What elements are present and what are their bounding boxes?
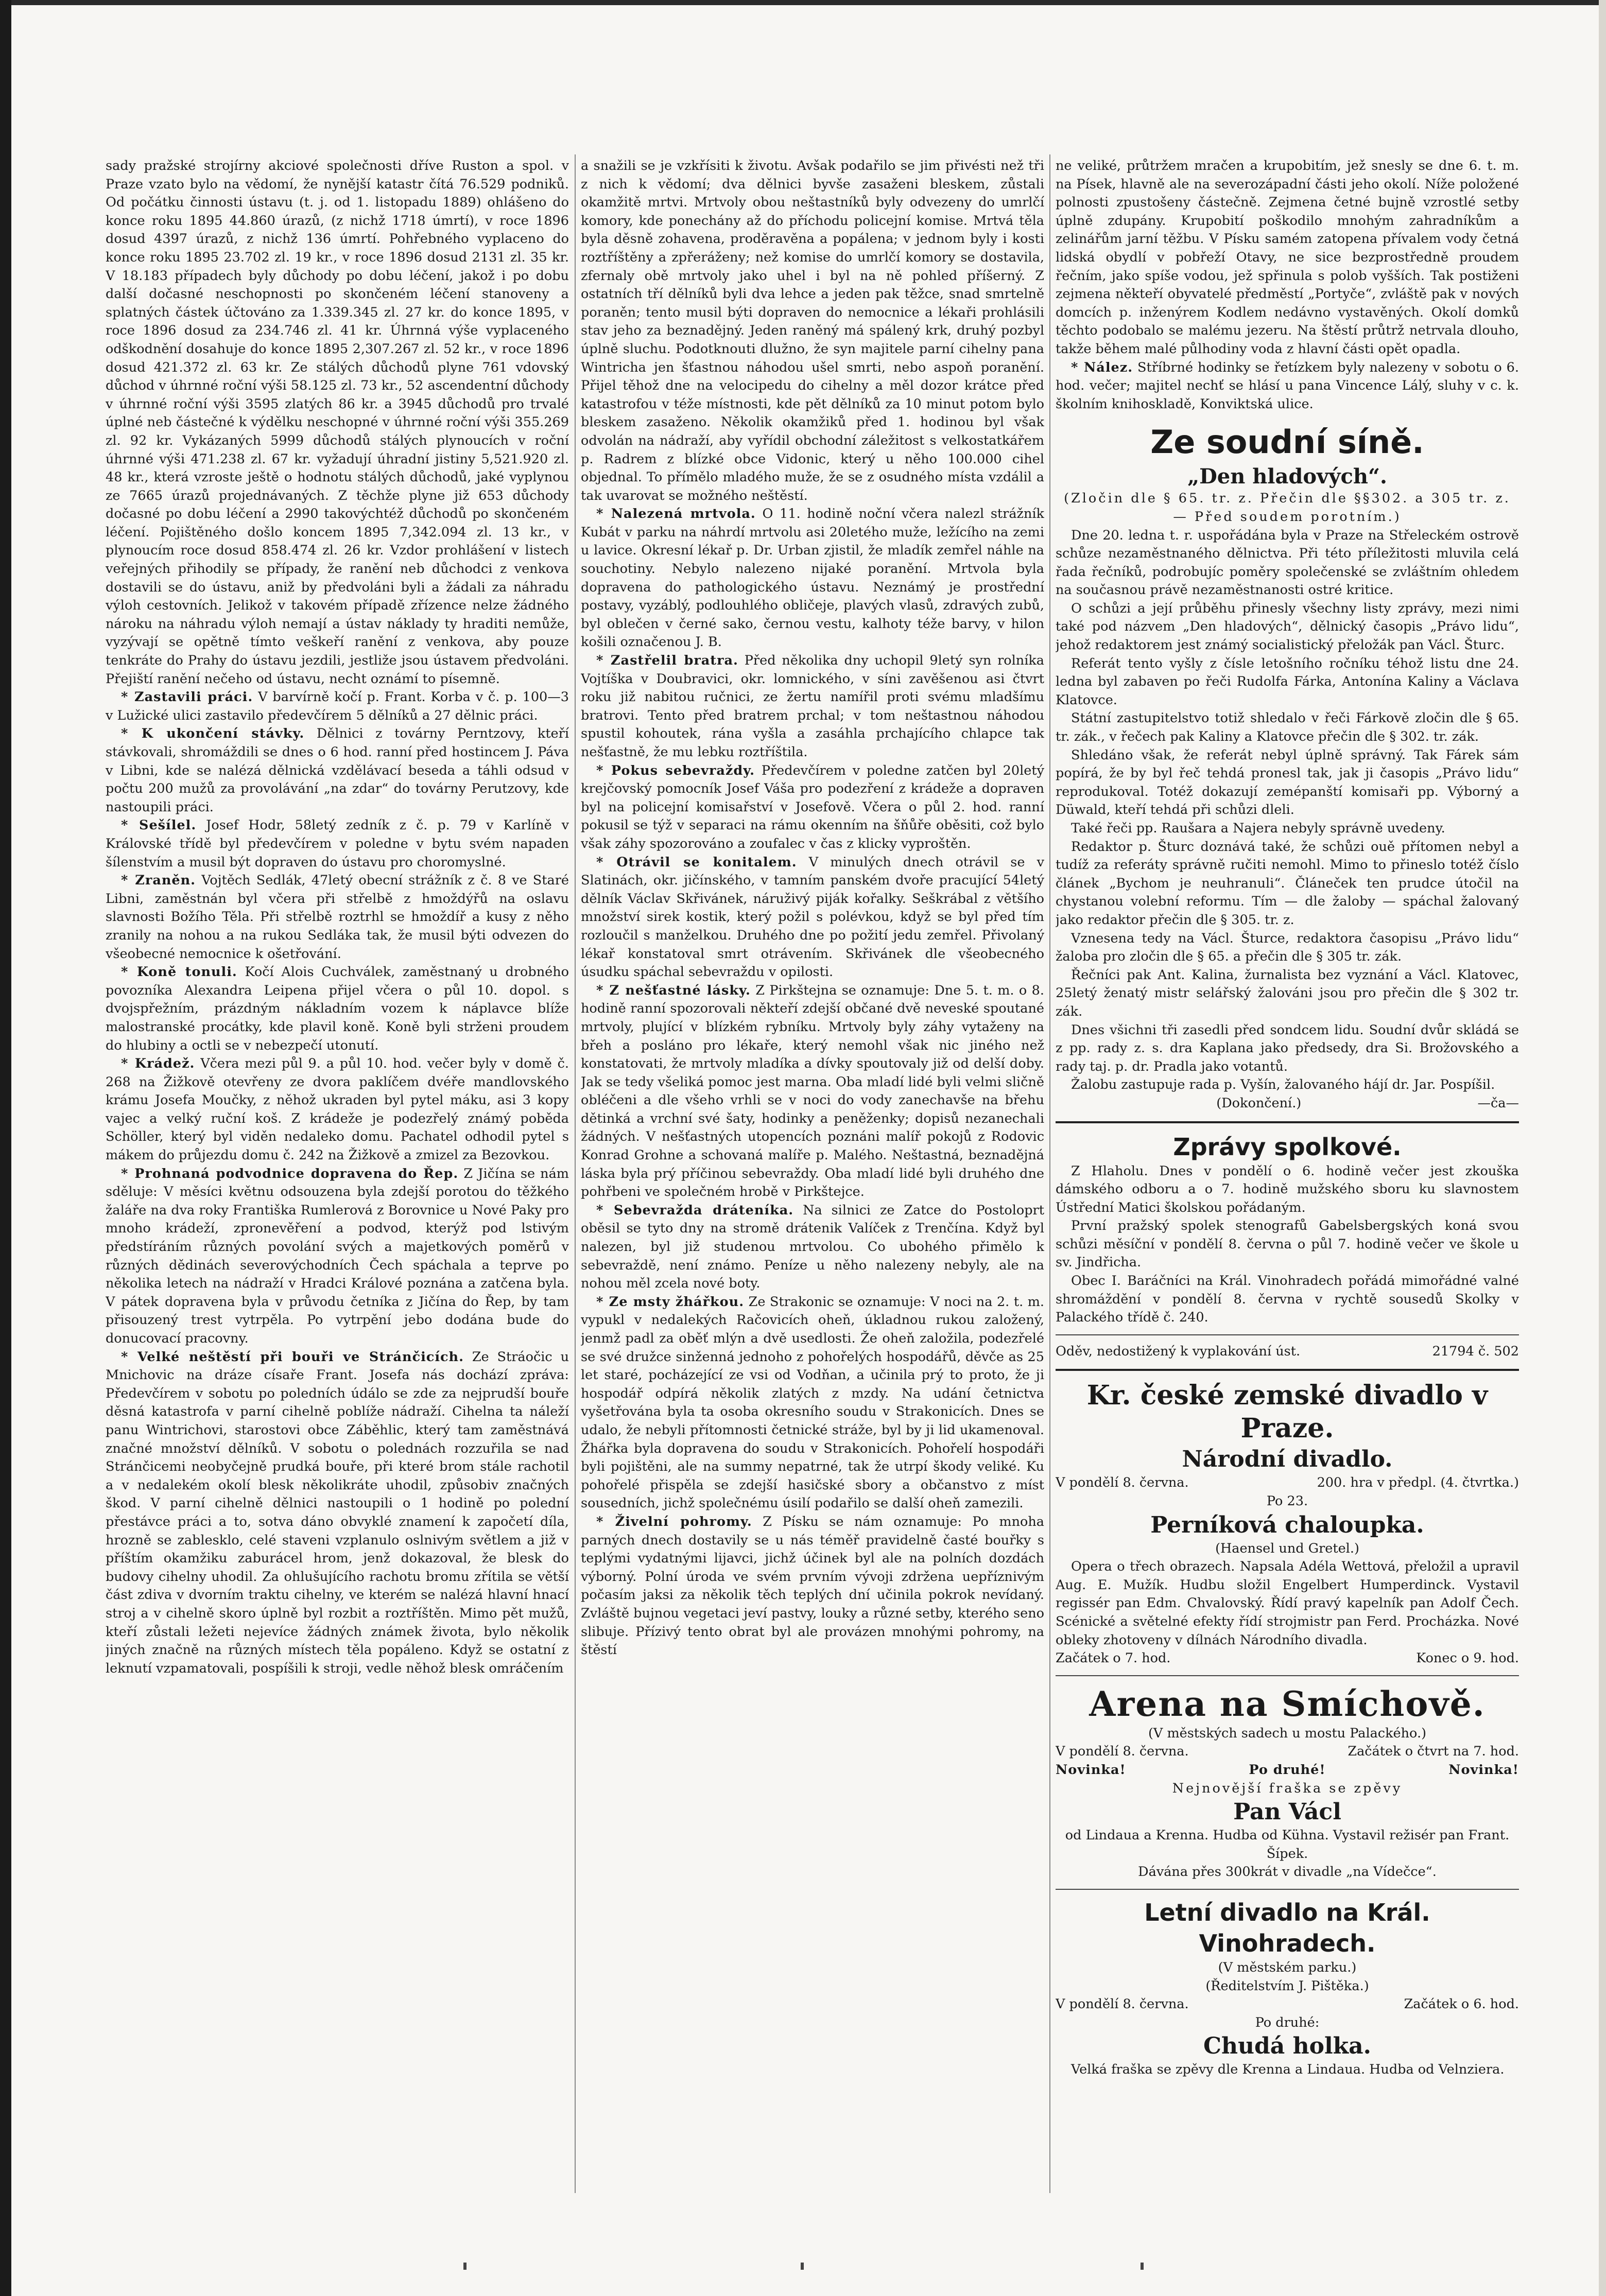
play-title: Perníková chaloupka. [1150, 1511, 1424, 1538]
theatre-performance: 200. hra v předpl. (4. čtvrtka.) [1317, 1475, 1519, 1491]
play-authors: od Lindaua a Krenna. Hudba od Kühna. Vystavil režisér pan Frant. Šípek. [1065, 1828, 1510, 1862]
court-paragraph: Dne 20. ledna t. r. uspořádána byla v Praze na Střeleckém ostrově schůze nezaměstnaného dělnictva. Při této příležitosti mluvila celá řada řečníků, podrobujíc poměry společenské se zvláštním ohledem na současnou právě nezaměstnanosti ostré kritice. [1056, 527, 1519, 598]
news-item [106, 725, 569, 816]
news-item [106, 688, 569, 725]
footer-print-marks [0, 2263, 1606, 2273]
court-paragraph: Referát tento vyšly z čísle letošního ročníku téhož listu dne 24. ledna byl zabaven po řeči Rudolfa Fárka, Antonína Kaliny a Václava Klatovce. [1056, 655, 1519, 708]
news-item [106, 816, 569, 872]
play-description: Velká fraška se zpěvy dle Krenna a Lindaua. Hudba od Velnziera. [1071, 2062, 1505, 2078]
club-notice: První pražský spolek stenografů Gabelsbergských koná svou schůzi měsíční v pondělí 8. června o půl 7. hodině večer ve škole u sv. Jindřicha. [1056, 1218, 1519, 1271]
classified-code: 21794 č. 502 [1432, 1343, 1519, 1359]
column-rule-1 [575, 154, 576, 2193]
court-case-title: „Den hladových“. [1187, 464, 1387, 489]
news-item [581, 982, 1044, 1202]
theatre-subtitle: Národní divadlo. [1182, 1446, 1393, 1473]
farce-label: Nejnovější fraška se zpěvy [1172, 1780, 1403, 1796]
news-item [106, 1348, 569, 1678]
news-headline: * Ze msty žhářkou. [596, 1294, 745, 1310]
news-text: Z Pirkštejna se oznamuje: Dne 5. t. m. o 8. hodině ranní spozorovali někteří zdejší občané dvě neveské spoutané mrtvoly, plující v blízkém rybníku. Mrtvoly byly záhy vytaženy na břeh a posláno pro lékaře, který nemohl však nic jiného než konstatovati, že mrtvoly mladíka a dívky spoutovaly již od delší doby. Jak se tedy všeliká pomoc jest marna. Oba mladí lidé byli velmi sličně obléčeni a dle všeho vrhli se v noci do vody zanechavše na břehu dětinká a vrchní své šaty, hodinky a peněženky; dopisů nezanechali žádných. V nešťastných utopencích poznáni malíř pokojů z Rodovic Konrad Grohne a schovaná malíře p. Malého. Neštastná, beznadějná láska byla prý příčinou sebevraždy. Oba mladí lidé byli druhého dne pohřbeni ve společném hrobě v Pirkštejce. [581, 982, 1044, 1200]
news-text: Kočí Alois Cuchválek, zaměstnaný u drobného povozníka Alexandra Leipena přijel včera o půl 10. dopol. s dvojspřežním, prázdným nákladním vozem k náplavce blíže malostranské procátky, kde plavil koně. Koně byli strženi proudem do hlubiny a octli se v nebezpečí utonutí. [106, 964, 569, 1053]
start-time: Začátek o čtvrt na 7. hod. [1348, 1744, 1519, 1760]
theatre-date: V pondělí 8. června. [1056, 1475, 1189, 1491]
divider [1056, 1369, 1519, 1371]
court-paragraph: Dnes všichni tři zasedli před sondcem lidu. Soudní dvůr skládá se z pp. rady z. s. dra Kaplana jako předsedy, dra Si. Brožovského a rady taj. p. dr. Pradla jako votantů. [1056, 1022, 1519, 1074]
classified-notice [1056, 1343, 1519, 1361]
club-notice: Z Hlaholu. Dnes v pondělí o 6. hodině večer jest zkouška dámského odboru a o 7. hodině mužského sboru ku slavnostem Ústřední Matici školskou pořádaným. [1056, 1163, 1519, 1215]
article-text: a snažili se je vzkřísiti k životu. Avšak podařilo se jim přivésti než tři z nich k vědomí; dva dělnici byvše zasaženi bleskem, zůstali okamžitě mrtvi. Mrtvoly obou neštastníků byly odvezeny do umrlčí komory, kde ponechány až do příchodu policejní komise. Mrtvá těla byla děsně zohavena, proděravěna a popálena; v jednom byly i kosti roztříštěny a zpřeráženy; než komise do umrlčí komory se dostavila, zfernaly obě mrtvoly jako uhel i byl na ně pohled příšerný. Z ostatních tří dělníků byli dva lehce a jeden pak těžce, snad smrtelně poraněn; tento musil býti dopraven do nemocnice a lékaři prohlásili stav jeho za beznadějný. Jeden raněný má spálený krk, druhý pozbyl úplně sluchu. Podotknouti dlužno, že syn majitele parní cihelny pana Wintricha jen šťastnou náhodou ušel smrti, nebo aspoň poranění. Přijel těhož dne na velocipedu do cihelny a měl dozor krátce před katastrofou v téže místnosti, kde pět dělníků za 10 minut potom bylo bleskem zasaženo. Několik okamžiků před 1. hodinou byl však odvolán na nádraží, aby vyřídil obchodní záležitost s velkostatkářem p. Radrem z blízké obce Vidonic, který u něho 100.000 cihel objednal. To přímělo mladého muže, že se z osudného místa vzdálil a tak uvarovat se možného neštěstí. [581, 158, 1044, 503]
print-mark [1141, 2263, 1144, 2270]
news-text: V barvírně kočí p. Frant. Korba v č. p. 100—3 v Lužické ulici zastavilo předevčírem 5 dělníků a 27 dělnic práci. [106, 689, 569, 723]
theatre-location: (V městském parku.) [1218, 1959, 1357, 1975]
news-headline: * Nalezená mrtvola. [596, 506, 756, 522]
column-rule-2 [1049, 154, 1050, 2193]
news-headline: * Velké neštěstí při bouři ve Stránčicích. [121, 1349, 464, 1365]
second-performance-label: Po druhé: [1255, 2014, 1320, 2030]
news-headline: * Z nešťastné lásky. [596, 982, 751, 998]
news-headline: * K ukončení stávky. [121, 726, 305, 742]
court-paragraph: Shledáno však, že referát nebyl úplně správný. Tak Fárek sám popírá, že by byl řeč tehdá pronesl tak, jak ji časopis „Právo lidu“ reprodukoval. Totéž dokazují zemépanští komisaři pp. Výborný a Düwald, kteří tehdá při schůzi dleli. [1056, 747, 1519, 818]
play-note: Dávána přes 300krát v divadle „na Vídečce“. [1138, 1864, 1437, 1880]
news-headline: * Nález. [1071, 359, 1133, 375]
news-headline: * Zraněn. [121, 873, 196, 889]
court-charge: (Zločin dle § 65. tr. z. Přečin dle §§302. a 305 tr. z. — Před soudem porotním.) [1064, 491, 1511, 525]
news-text: Ze Stráočic u Mnichovic na dráze císaře Frant. Josefa nás dochází zpráva: Předevčírem v sobotu po poledních údálo se zde za nejprudší bouře děsná katastrofa v parní cihelně poblíže nádraží. Cihelna ta náleží panu Wintrichovi, starostovi obce Záběhlic, který tam zaměstnává značné množství dělníků. V sobotu o polednách rozzuřila se nad Stránčicemi neobyčejně prudká bouře, při které brom stále rachotil a v nedalekém okolí blesk několikráte uhodil, způsobiv značných škod. V parní cihelně dělnici nastoupili o 1 hodině po polední přestávce práci a to, sotva dáno obvyklé znamení k započetí díla, hrozně se zablesklo, celé staveni vzplanulo oslnivým světlem a již v příštím okamžiku zaburácel hrom, jenž dokazoval, že blesk do budovy cihelny uhodil. Za ohlušujícího rachotu bromu zřítila se větší část zdiva v dvorním traktu cihelny, ve kterém se nalézá hlavní hnací stroj a v cihelně skoro úplně byl rozbit a roztříštěn. Mimo pět mužů, kteří zůstali ležeti nejevíce žádných známek života, bylo několik jiných značně na různých místech těla popáleno. Když se ostatní z leknutí vzpamatovali, pospíšili k stroji, vedle něhož blesk omráčením [106, 1349, 569, 1676]
print-mark [801, 2263, 804, 2270]
court-paragraph: Státní zastupitelstvo totiž shledalo v řeči Fárkově zločin dle § 65. tr. zák., v řečech pak Kaliny a Klatovce přečin dle § 302. tr. zák. [1056, 710, 1519, 745]
news-headline: * Pokus sebevraždy. [596, 762, 755, 778]
section-title-clubs: Zprávy spolkové. [1173, 1133, 1402, 1161]
column-2 [581, 157, 1044, 2196]
start-time: Začátek o 7. hod. [1056, 1650, 1171, 1666]
news-item [581, 762, 1044, 854]
news-text: Josef Hodr, 58letý zedník z č. p. 79 v Karlíně v Královské třídě byl předevčírem v poledne v bytu svém napaden šílenstvím a musil být dopraven do ústavu pro choromyslné. [106, 817, 569, 870]
news-headline: * Prohnaná podvodnice dopravena do Řep. [121, 1166, 459, 1181]
play-title: Pan Václ [1233, 1799, 1341, 1825]
news-item [581, 1202, 1044, 1293]
news-text: O 11. hodině noční včera nalezl strážník Kubát v parku na náhrdí mrtvolu asi 20letého muže, ležícího na zemi u lavice. Okresní lékař p. Dr. Urban zjistil, že mladík zemřel náhle na souchotiny. Nebylo nalezeno nijaké poranění. Mrtvola byla dopravena do pathologického ústavu. Neznámý je prostřední postavy, vyzáblý, podlouhlého obličeje, plavých vlasů, zdravých zubů, byl oblečen v černé sako, černou vestu, kalhoty téže barvy, v hilon košili označenou J. B. [581, 506, 1044, 650]
theatre-title-vinohrady: Letní divadlo na Král. Vinohradech. [1144, 1898, 1430, 1957]
theatre-date-row [1056, 1743, 1519, 1761]
news-item [581, 505, 1044, 652]
court-paragraph: Redaktor p. Šturc doznává také, že schůzi ouě přítomen nebyl a tudíž za referáty správně ručiti nemohl. Mimo to přineslo totéž číslo článek „Bychom je neuhranuli“. Článeček ten prudce útočil na chystanou volební reformu. Tím — dle žaloby — spáchal žalovaný jako redaktor přečin dle § 305. tr. z. [1056, 839, 1519, 928]
theatre-direction: (Ředitelstvím J. Pištěka.) [1205, 1978, 1369, 1994]
court-paragraph: Také řeči pp. Raušara a Najera nebyly správně uvedeny. [1071, 821, 1445, 836]
news-text: Před několika dny uchopil 9letý syn rolníka Vojtíška v Doubravici, okr. lomnického, v síni zavěšenou asi čtvrt roku již nabitou ručnici, ze žertu namířil proti svému mladšímu bratrovi. Tento před bratrem prchal; v tom neštastnou náhodou spustil kohoutek, rána vyšla a zasáhla prchajícího chlapce tak nešťastně, že mu lebku roztříštila. [581, 653, 1044, 760]
novelty-row [1056, 1761, 1519, 1780]
play-subtitle: (Haensel und Gretel.) [1215, 1540, 1359, 1556]
court-paragraph: O schůzi a její průběhu přinesly všechny listy zprávy, mezi nimi také pod názvem „Den hladových“, dělnický časopis „Právo lidu“, jehož redaktorem jest známý socialistický přeložák pan Václ. Šturc. [1056, 600, 1519, 653]
news-item [106, 1165, 569, 1348]
divider [1056, 1334, 1519, 1335]
news-item [1056, 359, 1519, 414]
theatre-date: V pondělí 8. června. [1056, 1996, 1189, 2012]
play-title: Chudá holka. [1203, 2033, 1371, 2060]
start-time: Začátek o 6. hod. [1404, 1996, 1519, 2012]
article-text: sady pražské strojírny akciové společnosti dříve Ruston a spol. v Praze vzato bylo na vědomí, že nynější katastr čítá 76.529 podniků. Od počátku činnosti ústavu (t. j. od 1. listopadu 1889) ohlášeno do konce roku 1895 44.860 úrazů, (z nichž 1718 úmrtí), v roce 1896 dosud 4397 úrazů, z nichž 136 úmrtí. Pohřebného vyplaceno do konce roku 1895 23.702 zl. 19 kr., v roce 1896 dosud 2131 zl. 35 kr. V 18.183 případech byly důchody po dobu léčení, jakož i po dobu další dočasné neschopnosti po skončeném léčení stanoveny a splatných částek účtováno za 1.339.345 zl. 27 kr. do konce 1895, v roce 1896 dosud za 234.746 zl. 41 kr. Úhrnná výše vyplaceného odškodnění dosahuje do konce 1895 2,307.267 zl. 52 kr., v roce 1896 dosud 421.372 zl. 63 kr. Ze stálých důchodů plyne 761 vdovský důchod v úhrnné roční výši 58.125 zl. 73 kr., 52 ascendentní důchody v úhrnné roční výši 3595 zlatých 86 kr. a 3945 důchodů pro trvalé úplné neb částečné k výdělku neschopné v úhrnné roční výši 355.269 zl. 92 kr. Vykázaných 5999 důchodů stálých plynoucích v roční úhrnné výši 471.238 zl. 67 kr. vyžadují úhradní jistiny 5,521.920 zl. 48 kr., která vzroste ještě o hodnotu stálých důchodů, jaké vyplynou ze 7665 úrazů projednávaných. Z těchže plyne již 653 důchody dočasné po dobu léčení a 2990 takovýchtéž důchodů po skončeném léčení. Pojištěného došlo koncem 1895 7,342.094 zl. 13 kr., v plynoucím roce dosud 858.474 zl. 26 kr. Vzdor prohlášení v listech veřejných přihodily se případy, že ranění neb důchodci z venkova dostavili se do ústavu, aniž by předvoláni byli a žádali za náhradu výloh cestovních. Jelikož v takovém případě zřízence nelze žádného nároku na náhradu výloh nemají a ústav náklady ty hraditi nemůže, vyzývají se opětně tímto veškeří ranění z venkova, aby pouze tenkráte do Prahy do ústavu jezdili, jestliže jsou ústavem předvoláni. Přejiští ranění nečeho od ústavu, necht oznámí to písemně. [106, 158, 569, 687]
news-headline: * Živelní pohromy. [596, 1514, 752, 1529]
scan-edge-top [0, 0, 1606, 5]
news-item [581, 652, 1044, 762]
play-description: Opera o třech obrazech. Napsala Adéla Wettová, přeložil a upravil Aug. E. Mužík. Hudbu složil Engelbert Humperdinck. Vystavil regissér pan Edm. Chvalovský. Řídí pravý kapelník pan Adolf Čech. Scénické a světelné efekty řídí strojmistr pan Ferd. Procházka. Nové obleky zhotoveny v dílnách Národního divadla. [1056, 1559, 1519, 1648]
court-paragraph: Řečníci pak Ant. Kalina, žurnalista bez vyznání a Václ. Klatovec, 25letý ženatý mistr selářský žalováni jsou pro přečin dle § 302 tr. zák. [1056, 967, 1519, 1019]
news-text: Dělnici z továrny Perntzovy, kteří stávkovali, shromáždili se dnes o 6 hod. ranní před hostincem J. Páva v Libni, kde se nalézá dělnická vzdělávací beseda a táhli odsud v počtu 200 mužů za provolávání „na zdar“ do továrny Perutzovy, kde nastoupili práci. [106, 726, 569, 815]
news-text: V minulých dnech otrávil se v Slatinách, okr. jičínského, v tamním panském dvoře pracující 54letý dělník Václav Skřivánek, náruživý piják kořalky. Seškrábal z většího množství sirek kostik, který požil s polévkou, když se byl před tím rozloučil s manželkou. Druhého dne po požití jedu zemřel. Přivolaný lékař konstatoval smrt otrávením. Skřivánek dle všeobecného úsudku spáchal sebevraždu v opilosti. [581, 854, 1044, 980]
divider [1056, 1121, 1519, 1123]
news-text: Předevčírem v poledne zatčen byl 20letý krejčovský pomocník Josef Váša pro podezření z krádeže a dopraven byl na policejní komisařství v Josefově. Včera o půl 2. hod. ranní pokusil se týž v separaci na rámu okenním na šňůře oběsiti, což bylo však záhy spozorováno a zoufalec v čas z klicky vyproštěn. [581, 762, 1044, 851]
end-time: Konec o 9. hod. [1416, 1650, 1519, 1666]
column-1 [106, 157, 569, 2196]
news-text: Ze Strakonic se oznamuje: V noci na 2. t. m. vypukl v nedalekých Račovicích oheň, úkladnou rukou založený, jenmž padl za oběť mlýn a dvě usedlosti. Že oheň založila, podezřelé se své družce sinženná jednoho z pohořelých hospodářů, děvče as 25 let staré, pocházející ze vsi od Vodňan, a učinila prý to proto, že ji hospodář odpírá několik zlatých z mzdy. Na udání četnictva vyšetřována byla ta osoba okresního soudu v Strakonicích. Dnes se udalo, že nebyli přítomnosti četnické stráže, byl by ji lid ukamenoval. Žhářka byla dopravena do soudu v Strakonicích. Pohořelí hospodáři byli pojištěni, ale na summy nepatrné, tak že utrpí škody veliké. Ku pohořelé přispěla se zdejší hasičské sbory a občanstvo z míst sousedních, jichž společnému úsilí podařilo se další oheň zamezili. [581, 1294, 1044, 1511]
news-text: Stříbrné hodinky se řetízkem byly nalezeny v sobotu o 6. hod. večer; majitel nechť se hlásí u pana Vincence Lálý, sluhy v c. k. školním knihoskladě, Konviktská ulice. [1056, 359, 1519, 412]
news-item [106, 963, 569, 1055]
news-item [581, 854, 1044, 982]
news-text: Z Jičína se nám sděluje: V měsíci květnu odsouzena byla zdejší porotou do těžkého žaláře na dva roky Františka Rumlerová z Borovnice u Nové Paky pro mnoho krádeží, zpronevěření a podvod, kterýž pod lstivým předstíráním různých povolání svých a majetkových poměrů v různých dědinách severovýchodních Čech spáchala a teprve po několika letech na nádraží v Hradci Králové poznána a zatčena byla. V pátek dopravena byla v průvodu četníka z Jičína do Řep, by tam přisouzený trest vytrpěla. Po vytrpění jebo dodána bude do donucovací pracovny. [106, 1166, 569, 1346]
divider [1056, 1889, 1519, 1890]
news-headline: * Zastřelil bratra. [596, 653, 738, 669]
column-3 [1056, 157, 1519, 2196]
scan-edge-left [0, 0, 11, 2296]
news-headline: * Krádež. [121, 1056, 195, 1072]
court-counsel: Žalobu zastupuje rada p. Vyšín, žalovaného hájí dr. Jar. Pospíšil. [1071, 1077, 1495, 1093]
theatre-title-arena: Arena na Smíchově. [1089, 1683, 1486, 1724]
news-item [581, 1513, 1044, 1660]
theatre-times [1056, 1649, 1519, 1668]
news-headline: * Sešílel. [121, 817, 197, 833]
print-mark [463, 2263, 467, 2270]
divider [1056, 1675, 1519, 1676]
news-headline: * Koně tonuli. [121, 964, 237, 980]
author-signature: —ča— [1477, 1095, 1519, 1111]
news-text: Vojtěch Sedlák, 47letý obecní strážník z č. 8 ve Staré Libni, zaměstnán byl včera při střelbě z hmoždýřů na oslavu slavnosti Božího Těla. Při střelbě roztrhl se hmoždíř a kusy z něho zranily na nohou a na rukou Sedláka tak, že musil býti odvezen do všeobecné nemocnice k ošetřování. [106, 873, 569, 962]
article-text: ne veliké, průtržem mračen a krupobitím, jež snesly se dne 6. t. m. na Písek, hlavně ale na severozápadní části jeho okolí. Níže položené polnosti zpustošeny částečně. Zejmena četné bujně vzrostlé setby úplně zdupány. Krupobití poškodilo mnohým zahradníkům a zelinářům jarní těžbu. V Písku samém zatopena přívalem vody četná lidská obydlí v pobřeží Otavy, ne sice bezprostředně proudem řečním, jako spíše vodou, jež spřinula s polob vyšších. Tak postiženi zejmena někteří obyvatelé předměstí „Portyče“, zvláště pak v nových domcích p. inženýrem Kodlem nedávno vystavěných. Okolí domků těchto podobalo se malému jezeru. Na štěstí průtrž netrvala dlouho, takže během malé půlhodiny voda z hlavní části opět opadla. [1056, 158, 1519, 357]
theatre-title-national: Kr. české zemské divadlo v Praze. [1086, 1380, 1488, 1445]
court-paragraph: Vznesena tedy na Václ. Šturce, redaktora časopisu „Právo lidu“ žaloba pro zločin dle § 65. a přečin dle § 305 tr. zák. [1056, 930, 1519, 965]
news-headline: * Zastavili práci. [121, 689, 253, 705]
news-text: Z Písku se nám oznamuje: Po mnoha parných dnech dostavily se u nás téměř pravidelně časté bouřky s teplými vydatnými lijavci, jichž účinek byl ale na polních dozdách výborný. Polní úroda ve svém prvním vývoji zdržena uepříznivým počasím jaksi za několik těch teplých dní učinila pokrok nevídaný. Zvláště bujnou vegetaci jeví pastvy, louky a různé setby, kterého seno slibuje. Přízivý tento obrat byl ale provázen mnohými pohromy, na štěstí [581, 1514, 1044, 1658]
news-item [106, 1055, 569, 1165]
theatre-date-row [1056, 1995, 1519, 2014]
theatre-location: (V městských sadech u mostu Palackého.) [1148, 1725, 1427, 1741]
news-item [106, 872, 569, 963]
continuation-note: (Dokončení.) [1216, 1095, 1302, 1111]
theatre-number: Po 23. [1266, 1493, 1308, 1509]
classified-text: Oděv, nedostižený k vyplakování úst. [1056, 1343, 1301, 1359]
theatre-date-row [1056, 1474, 1519, 1492]
news-text: Včera mezi půl 9. a půl 10. hod. večer byly v domě č. 268 na Žižkově otevřeny ze dvora paklíčem dvéře mandlovského krámu Josefa Moučky, z něhož ukraden byl pytel máku, asi 3 kopy vajec a velký ruční koš. Z krádeže je podezřelý známý poběda Schöller, který byl viděn nedaleko domu. Pachatel odhodil pytel s mákem do průjezdu domu č. 242 na Žižkově a zmizel za Bezovkou. [106, 1056, 569, 1163]
novelty-label: Novinka! [1056, 1762, 1126, 1778]
second-performance-label: Po druhé! [1249, 1762, 1326, 1778]
news-text: Na silnici ze Zatce do Postoloprt oběsil se tyto dny na stromě drátenik Valíček z Trenčína. Když byl nalezen, byl již studenou mrtvolou. Co ubohého přimělo k sebevraždě, není známo. Peníze u něho nalezeny nebyly, ale na nohou měl zcela nové boty. [581, 1202, 1044, 1292]
news-item [581, 1293, 1044, 1513]
theatre-date: V pondělí 8. června. [1056, 1744, 1189, 1760]
news-headline: * Sebevražda dráteníka. [596, 1202, 794, 1218]
novelty-label: Novinka! [1448, 1762, 1519, 1778]
club-notice: Obec I. Baráčníci na Král. Vinohradech pořádá mimořádné valné shromáždění v pondělí 8. června v rychtě sousedů Skolky v Palackého třídě č. 240. [1056, 1273, 1519, 1326]
section-title-court: Ze soudní síně. [1150, 423, 1424, 461]
scan-edge-right [1599, 0, 1606, 2296]
news-headline: * Otrávil se konitalem. [596, 854, 797, 870]
